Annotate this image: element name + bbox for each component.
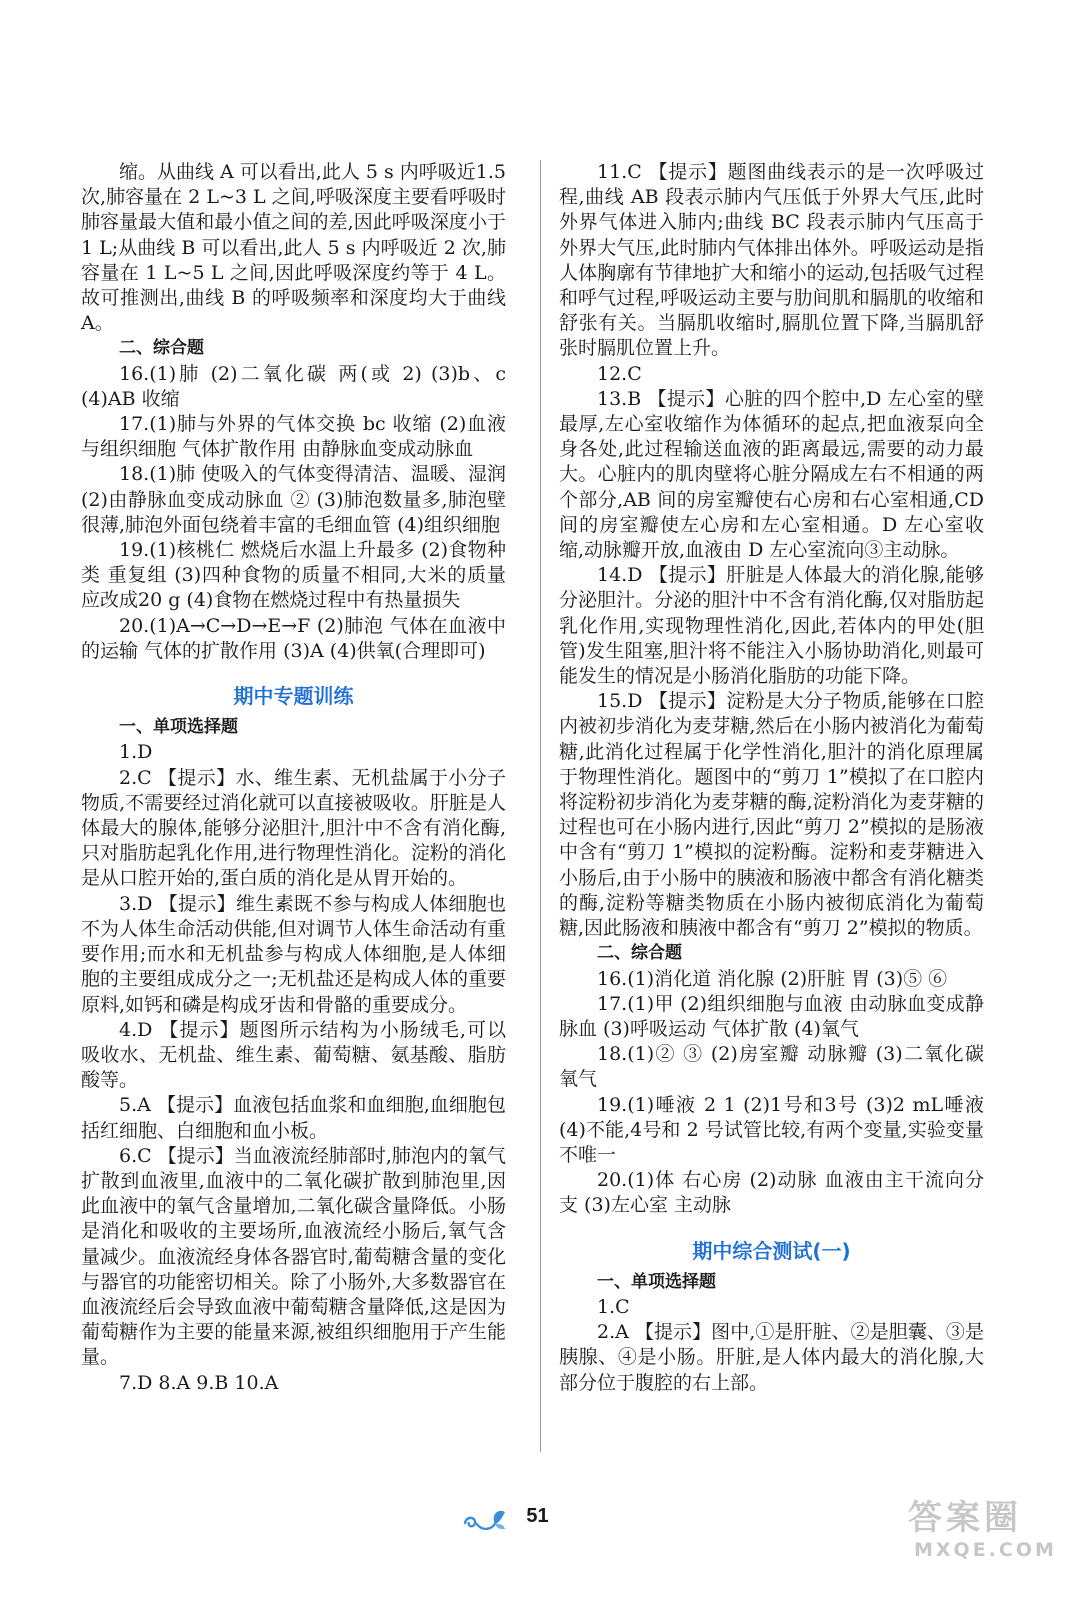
- section-heading: 二、综合题: [597, 943, 682, 964]
- answer-paragraph: 5.A 【提示】血液包括血浆和血细胞,血细胞包括红细胞、白细胞和血小板。: [81, 1094, 506, 1142]
- chapter-title: 期中综合测试(一): [692, 1238, 851, 1263]
- answer-paragraph: 6.C 【提示】当血液流经肺部时,肺泡内的氧气扩散到血液里,血液中的二氧化碳扩散到肺泡里,因此血液中的氧气含量增加,二氧化碳含量降低。小肠是消化和吸收的主要场所,血液流经小肠后,氧气含量减少。血液流经身体各器官时,葡萄糖含量的变化与器官的功能密切相关。除了小肠外,大多数器官在血液流经后会导致血液中葡萄糖含量降低,这是因为葡萄糖作为主要的能量来源,被组织细胞用于产生能量。: [81, 1144, 506, 1369]
- answer-paragraph: 3.D 【提示】维生素既不参与构成人体细胞也不为人体生命活动供能,但对调节人体生命活动有重要作用;而水和无机盐参与构成人体细胞,是人体细胞的主要组成成分之一;无机盐还是构成人体的重要原料,如钙和磷是构成牙齿和骨骼的重要成分。: [81, 892, 506, 1016]
- answer-paragraph: 12.C: [597, 362, 642, 385]
- answer-paragraph: 16.(1)肺 (2)二氧化碳 两(或 2) (3)b、c (4)AB 收缩: [81, 362, 506, 410]
- answer-paragraph: 2.C 【提示】水、维生素、无机盐属于小分子物质,不需要经过消化就可以直接被吸收。肝脏是人体最大的腺体,能够分泌胆汁,胆汁中不含有消化酶,只对脂肪起乳化作用,进行物理性消化。淀粉的消化是从口腔开始的,蛋白质的消化是从胃开始的。: [81, 766, 506, 890]
- answer-paragraph: 13.B 【提示】心脏的四个腔中,D 左心室的壁最厚,左心室收缩作为体循环的起点,把血液泵向全身各处,此过程输送血液的距离最远,需要的动力最大。心脏内的肌肉壁将心脏分隔成左右不相通的两个部分,AB 间的房室瓣使右心房和右心室相通,CD 间的房室瓣使左心房和左心室相通。D 左心室收缩,动脉瓣开放,血液由 D 左心室流向③主动脉。: [559, 387, 984, 562]
- answer-paragraph: 1.D: [119, 741, 153, 764]
- page-number: 51: [526, 1505, 549, 1527]
- section-heading: 一、单项选择题: [597, 1271, 716, 1292]
- answer-paragraph: 17.(1)肺与外界的气体交换 bc 收缩 (2)血液与组织细胞 气体扩散作用 由静脉血变成动脉血: [81, 413, 506, 461]
- answer-paragraph: 18.(1)② ③ (2)房室瓣 动脉瓣 (3)二氧化碳 氧气: [559, 1043, 984, 1091]
- answer-paragraph: 14.D 【提示】肝脏是人体最大的消化腺,能够分泌胆汁。分泌的胆汁中不含有消化酶,仅对脂肪起乳化作用,实现物理性消化,因此,若体内的甲处(胆管)发生阻塞,胆汁将不能注入小肠协助消化,则最可能发生的情况是小肠消化脂肪的功能下降。: [559, 564, 984, 688]
- answer-paragraph: 20.(1)A→C→D→E→F (2)肺泡 气体在血液中的运输 气体的扩散作用 (3)A (4)供氧(合理即可): [81, 614, 506, 662]
- watermark-logo-text: 答案圈: [908, 1498, 1022, 1538]
- left-column: [81, 160, 506, 1396]
- watermark: [908, 1490, 1057, 1561]
- answer-paragraph: 4.D 【提示】题图所示结构为小肠绒毛,可以吸收水、无机盐、维生素、葡萄糖、氨基酸、脂肪酸等。: [81, 1018, 506, 1092]
- section-heading: 二、综合题: [119, 338, 204, 359]
- answer-paragraph: 7.D 8.A 9.B 10.A: [119, 1371, 279, 1394]
- answer-paragraph: 15.D 【提示】淀粉是大分子物质,能够在口腔内被初步消化为麦芽糖,然后在小肠内被消化为葡萄糖,此消化过程属于化学性消化,胆汁的消化原理属于物理性消化。题图中的“剪刀 1”模拟了在口腔内将淀粉初步消化为麦芽糖的酶,淀粉消化为麦芽糖的过程也可在小肠内进行,因此“剪刀 2”模拟的是肠液中含有“剪刀 1”模拟的淀粉酶。淀粉和麦芽糖进入小肠后,由于小肠中的胰液和肠液中都含有消化糖类的酶,淀粉等糖类物质在小肠内被彻底消化为葡萄糖,因此肠液和胰液中都含有“剪刀 2”模拟的物质。: [559, 690, 984, 940]
- answer-paragraph: 11.C 【提示】题图曲线表示的是一次呼吸过程,曲线 AB 段表示肺内气压低于外界大气压,此时外界气体进入肺内;曲线 BC 段表示肺内气压高于外界大气压,此时肺内气体排出体外。呼吸运动是指人体胸廓有节律地扩大和缩小的运动,包括吸气过程和呼气过程,呼吸运动主要与肋间肌和膈肌的收缩和舒张有关。当膈肌收缩时,膈肌位置下降,当膈肌舒张时膈肌位置上升。: [559, 161, 984, 360]
- answer-paragraph: 20.(1)体 右心房 (2)动脉 血液由主干流向分支 (3)左心室 主动脉: [559, 1169, 984, 1217]
- answer-paragraph: 16.(1)消化道 消化腺 (2)肝脏 胃 (3)⑤ ⑥: [597, 967, 948, 990]
- answer-paragraph: 17.(1)甲 (2)组织细胞与血液 由动脉血变成静脉血 (3)呼吸运动 气体扩散 (4)氧气: [559, 992, 984, 1040]
- column-divider: [540, 160, 541, 1452]
- section-heading: 一、单项选择题: [119, 717, 238, 738]
- answer-paragraph: 1.C: [597, 1295, 630, 1318]
- answer-paragraph: 缩。从曲线 A 可以看出,此人 5 s 内呼吸近1.5 次,肺容量在 2 L~3 L 之间,呼吸深度主要看呼吸时肺容量最大值和最小值之间的差,因此呼吸深度小于 1 L;从曲线 B 可以看出,此人 5 s 内呼吸近 2 次,肺容量在 1 L~5 L 之间,因此呼吸深度约等于 4 L。故可推测出,曲线 B 的呼吸频率和深度均大于曲线 A。: [81, 161, 507, 335]
- watermark-site-text: MXQE.COM: [914, 1539, 1057, 1561]
- right-column: [559, 160, 984, 1396]
- answer-paragraph: 19.(1)唾液 2 1 (2)1号和3号 (3)2 mL唾液 (4)不能,4号和 2 号试管比较,有两个变量,实验变量不唯一: [559, 1093, 984, 1166]
- answer-paragraph: 19.(1)核桃仁 燃烧后水温上升最多 (2)食物种类 重复组 (3)四种食物的质量不相同,大米的质量应改成20 g (4)食物在燃烧过程中有热量损失: [81, 539, 506, 612]
- chapter-title: 期中专题训练: [233, 684, 354, 709]
- answer-paragraph: 2.A 【提示】图中,①是肝脏、②是胆囊、③是胰腺、④是小肠。肝脏,是人体内最大的消化腺,大部分位于腹腔的右上部。: [559, 1321, 984, 1394]
- answer-paragraph: 18.(1)肺 使吸入的气体变得清洁、温暖、湿润 (2)由静脉血变成动脉血 ② (3)肺泡数量多,肺泡壁很薄,肺泡外面包绕着丰富的毛细血管 (4)组织细胞: [81, 463, 506, 536]
